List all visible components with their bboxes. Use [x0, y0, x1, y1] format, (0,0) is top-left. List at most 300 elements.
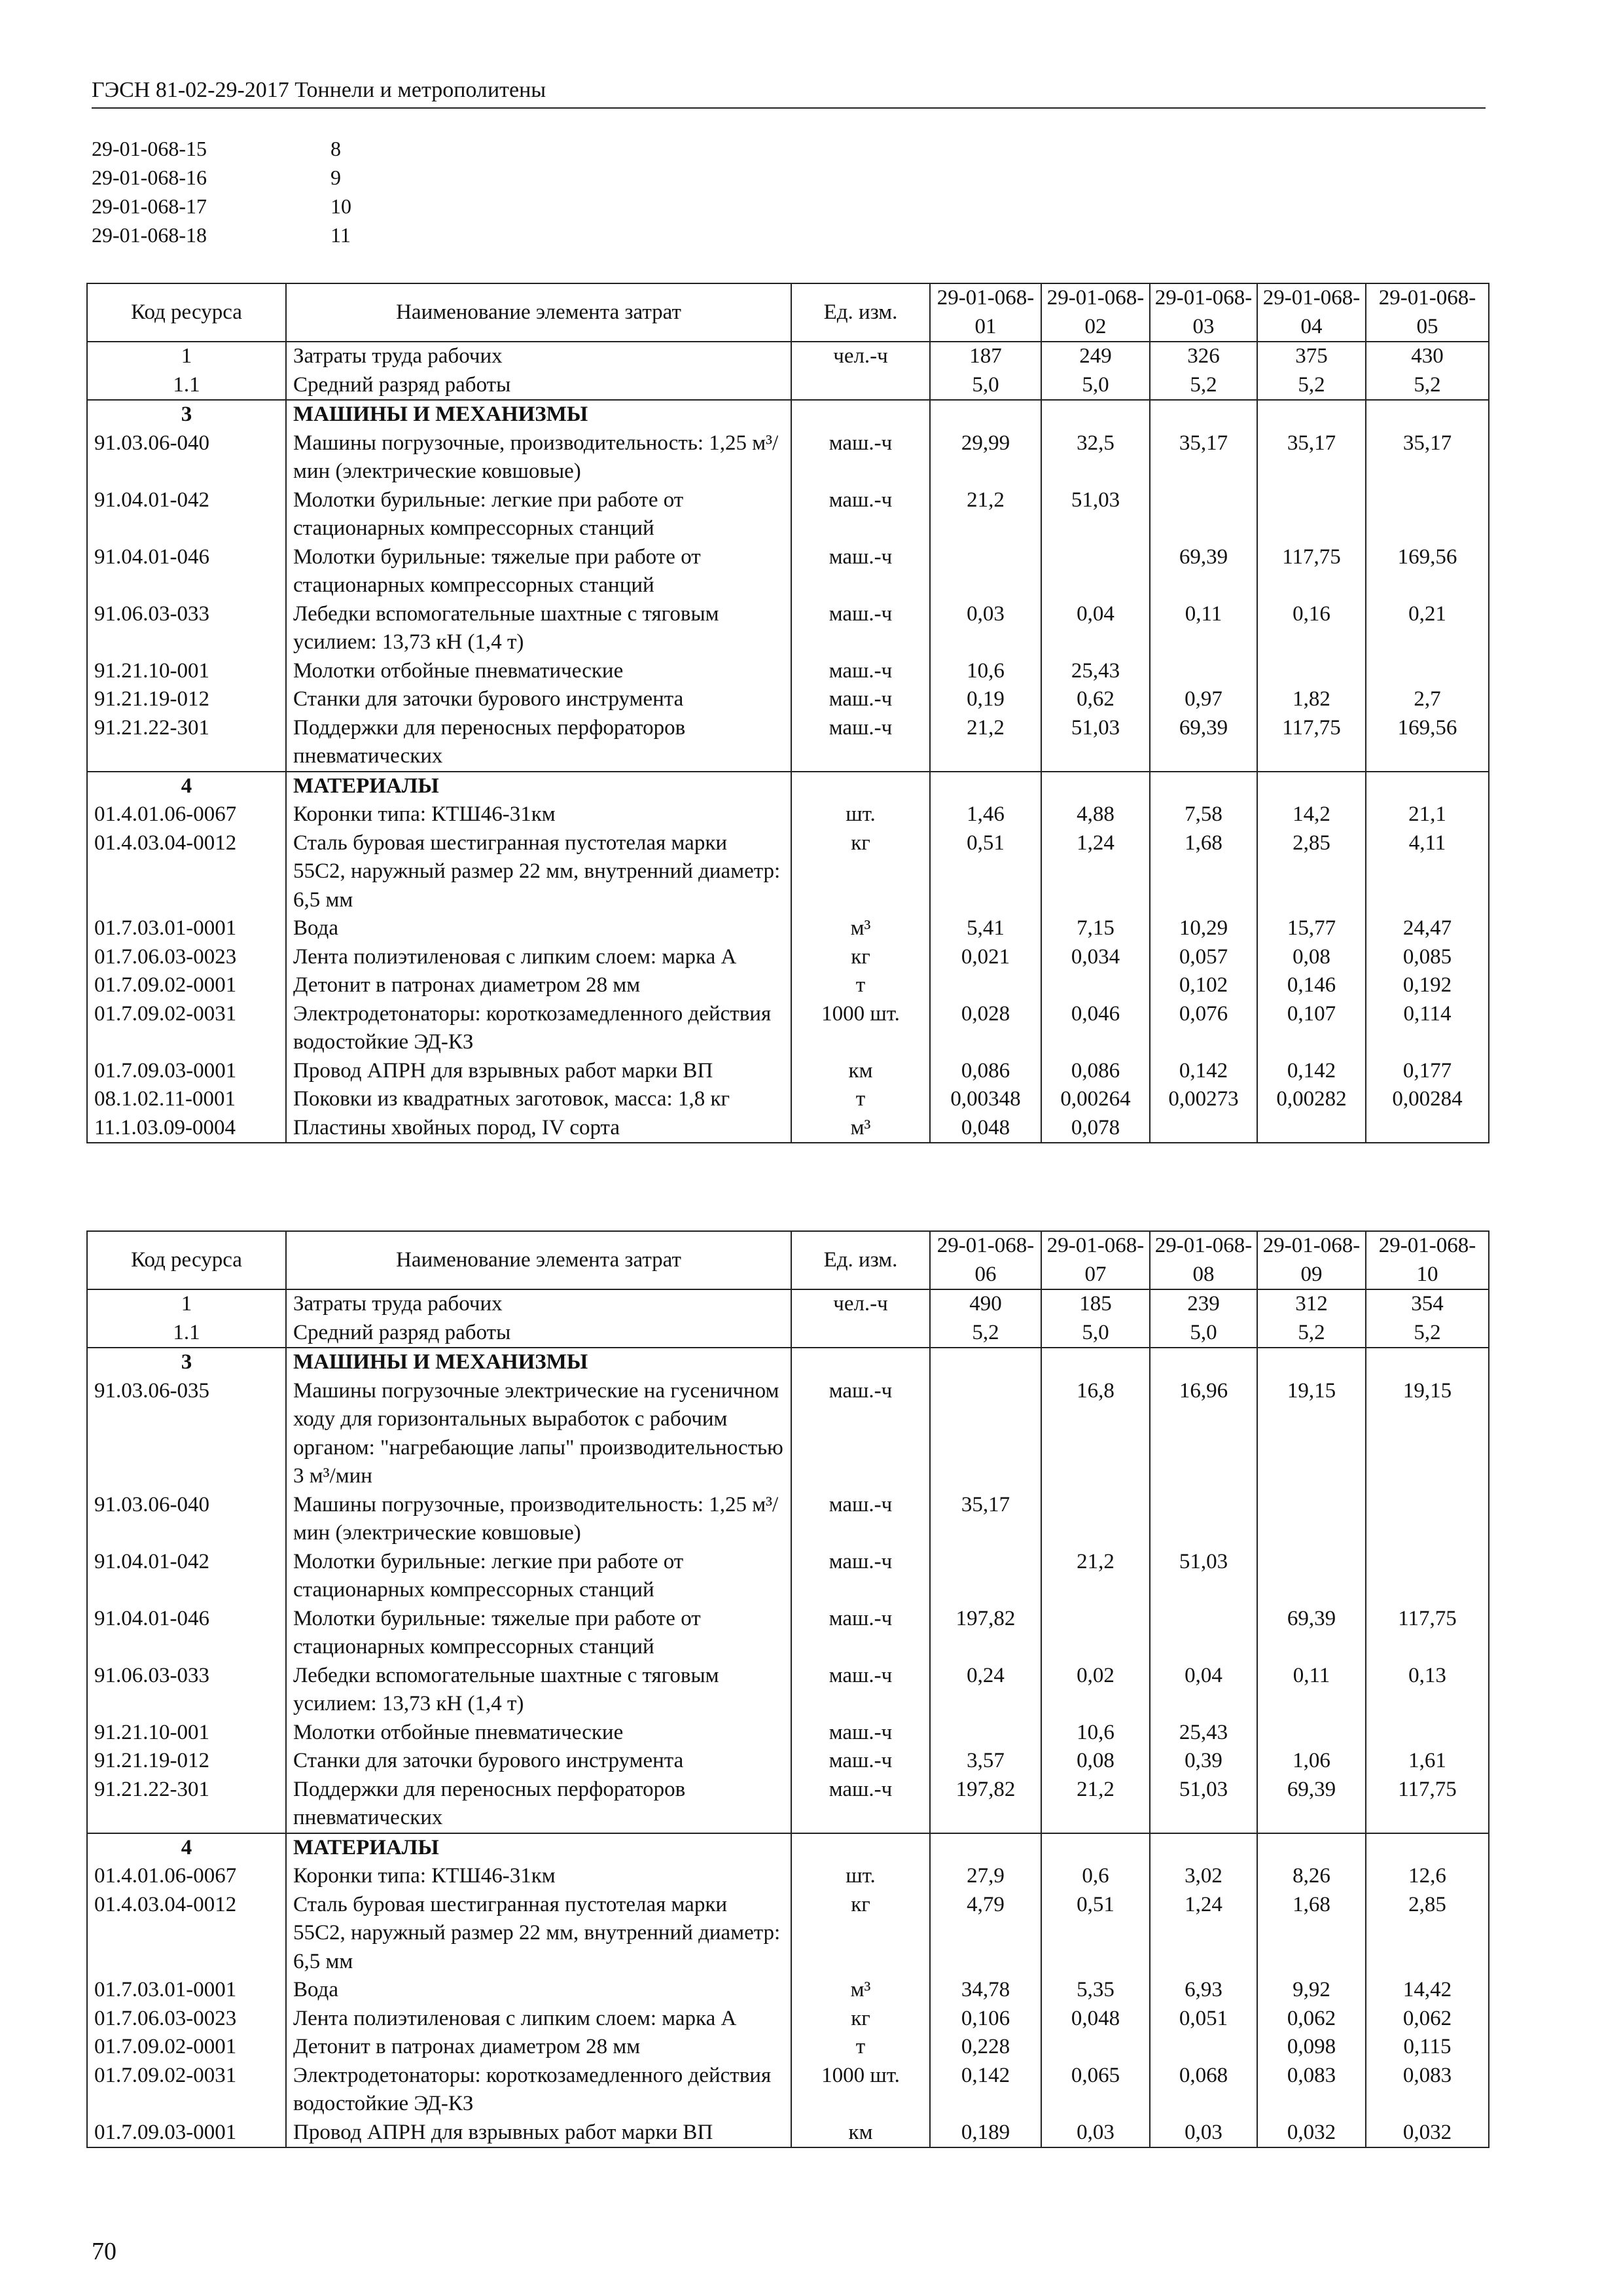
value-cell: [930, 543, 1041, 600]
value-cell: 0,00348: [930, 1085, 1041, 1114]
value-cell: 5,2: [930, 1319, 1041, 1348]
resource-code-cell: 91.21.10-001: [87, 657, 286, 686]
unit-cell: т: [791, 2033, 930, 2062]
table-row: [87, 543, 1489, 600]
intro-code: 29-01-068-18: [92, 223, 207, 247]
value-cell: [1366, 1114, 1489, 1143]
table-row: [87, 943, 1489, 972]
resource-code-cell: 01.4.03.04-0012: [87, 829, 286, 915]
value-cell: [1257, 1833, 1366, 1863]
value-cell: 197,82: [930, 1776, 1041, 1833]
value-cell: 0,228: [930, 2033, 1041, 2062]
resource-name-cell: МАШИНЫ И МЕХАНИЗМЫ: [286, 400, 791, 429]
value-cell: 0,107: [1257, 1000, 1366, 1057]
value-cell: 0,03: [1150, 2119, 1257, 2148]
value-cell: 0,177: [1366, 1057, 1489, 1086]
value-cell: 0,051: [1150, 2005, 1257, 2034]
value-cell: [930, 1548, 1041, 1605]
table-row: [87, 1319, 1489, 1348]
table-row: [87, 2033, 1489, 2062]
value-cell: 0,51: [1041, 1891, 1150, 1977]
intro-number: 11: [330, 223, 351, 247]
resource-code-cell: 1.1: [87, 1319, 286, 1348]
table-row: [87, 1057, 1489, 1086]
resource-code-cell: 01.7.09.03-0001: [87, 2119, 286, 2148]
value-cell: [930, 1377, 1041, 1491]
value-cell: 0,19: [930, 685, 1041, 714]
intro-row: [92, 134, 351, 163]
value-cell: [1041, 772, 1150, 801]
intro-number: 8: [330, 137, 341, 160]
resource-code-cell: 01.7.06.03-0023: [87, 2005, 286, 2034]
value-cell: 0,078: [1041, 1114, 1150, 1143]
value-cell: 0,08: [1257, 943, 1366, 972]
resource-code-cell: 1.1: [87, 371, 286, 401]
value-cell: 1,68: [1257, 1891, 1366, 1977]
value-cell: 3,02: [1150, 1862, 1257, 1891]
unit-cell: т: [791, 971, 930, 1000]
resource-code-cell: 3: [87, 1348, 286, 1377]
unit-cell: маш.-ч: [791, 543, 930, 600]
value-cell: 25,43: [1041, 657, 1150, 686]
value-cell: [1366, 657, 1489, 686]
resource-code-cell: 91.06.03-033: [87, 600, 286, 657]
value-cell: 354: [1366, 1289, 1489, 1319]
table-row: [87, 2005, 1489, 2034]
resource-table-1: [86, 283, 1489, 1143]
value-cell: 5,2: [1366, 371, 1489, 401]
header-code: Код ресурса: [87, 283, 286, 342]
value-cell: 14,42: [1366, 1976, 1489, 2005]
table-row: [87, 400, 1489, 429]
value-cell: 1,68: [1150, 829, 1257, 915]
value-cell: 1,61: [1366, 1747, 1489, 1776]
resource-name-cell: Детонит в патронах диаметром 28 мм: [286, 2033, 791, 2062]
table-row: [87, 1348, 1489, 1377]
value-cell: 0,03: [1041, 2119, 1150, 2148]
value-cell: 12,6: [1366, 1862, 1489, 1891]
resource-name-cell: Лебедки вспомогательные шахтные с тяговым усилием: 13,73 кН (1,4 т): [286, 600, 791, 657]
intro-number: 10: [330, 194, 351, 218]
unit-cell: маш.-ч: [791, 1605, 930, 1662]
table-row: [87, 1862, 1489, 1891]
unit-cell: кг: [791, 1891, 930, 1977]
value-cell: 0,146: [1257, 971, 1366, 1000]
value-cell: 0,114: [1366, 1000, 1489, 1057]
unit-cell: кг: [791, 943, 930, 972]
resource-name-cell: Лента полиэтиленовая с липким слоем: марка А: [286, 2005, 791, 2034]
table-row: [87, 1833, 1489, 1863]
resource-name-cell: Сталь буровая шестигранная пустотелая марки 55С2, наружный размер 22 мм, внутренний диаметр: 6,5 мм: [286, 1891, 791, 1977]
value-cell: [1257, 772, 1366, 801]
value-cell: 25,43: [1150, 1719, 1257, 1748]
value-cell: 0,16: [1257, 600, 1366, 657]
value-cell: 0,086: [930, 1057, 1041, 1086]
value-cell: 117,75: [1366, 1605, 1489, 1662]
resource-code-cell: 4: [87, 1833, 286, 1863]
value-cell: [1257, 1719, 1366, 1748]
value-cell: [1257, 1348, 1366, 1377]
value-cell: 10,29: [1150, 914, 1257, 943]
unit-cell: маш.-ч: [791, 1548, 930, 1605]
resource-name-cell: Средний разряд работы: [286, 371, 791, 401]
unit-cell: маш.-ч: [791, 714, 930, 772]
value-cell: 5,0: [930, 371, 1041, 401]
header-column-1: 29-01-068-06: [930, 1231, 1041, 1289]
table-header-row: [87, 1231, 1489, 1289]
intro-row: [92, 192, 351, 221]
value-cell: [1257, 486, 1366, 543]
resource-code-cell: 91.03.06-040: [87, 1491, 286, 1548]
resource-code-cell: 3: [87, 400, 286, 429]
value-cell: [1041, 1833, 1150, 1863]
table-row: [87, 772, 1489, 801]
table-row: [87, 1891, 1489, 1977]
value-cell: 51,03: [1041, 486, 1150, 543]
unit-cell: чел.-ч: [791, 342, 930, 371]
value-cell: 5,0: [1041, 371, 1150, 401]
table-row: [87, 1662, 1489, 1719]
table-row: [87, 429, 1489, 486]
value-cell: [1366, 1719, 1489, 1748]
table-row: [87, 1747, 1489, 1776]
value-cell: 0,068: [1150, 2062, 1257, 2119]
unit-cell: [791, 1348, 930, 1377]
value-cell: 16,96: [1150, 1377, 1257, 1491]
value-cell: 5,2: [1150, 371, 1257, 401]
resource-code-cell: 1: [87, 342, 286, 371]
value-cell: 1,06: [1257, 1747, 1366, 1776]
resource-name-cell: Молотки бурильные: тяжелые при работе от стационарных компрессорных станций: [286, 1605, 791, 1662]
header-column-5: 29-01-068-05: [1366, 283, 1489, 342]
value-cell: 5,0: [1150, 1319, 1257, 1348]
table-row: [87, 1085, 1489, 1114]
unit-cell: чел.-ч: [791, 1289, 930, 1319]
value-cell: [1366, 1491, 1489, 1548]
value-cell: 0,189: [930, 2119, 1041, 2148]
value-cell: 0,065: [1041, 2062, 1150, 2119]
unit-cell: кг: [791, 2005, 930, 2034]
value-cell: 51,03: [1041, 714, 1150, 772]
value-cell: 249: [1041, 342, 1150, 371]
value-cell: 0,00273: [1150, 1085, 1257, 1114]
value-cell: 2,7: [1366, 685, 1489, 714]
resource-code-cell: 91.04.01-046: [87, 1605, 286, 1662]
value-cell: 35,17: [1257, 429, 1366, 486]
unit-cell: маш.-ч: [791, 1377, 930, 1491]
table-row: [87, 2062, 1489, 2119]
table-row: [87, 1605, 1489, 1662]
resource-name-cell: Молотки отбойные пневматические: [286, 657, 791, 686]
value-cell: 69,39: [1150, 543, 1257, 600]
value-cell: 0,51: [930, 829, 1041, 915]
resource-code-cell: 01.7.03.01-0001: [87, 914, 286, 943]
intro-code: 29-01-068-15: [92, 137, 207, 160]
header-column-2: 29-01-068-07: [1041, 1231, 1150, 1289]
resource-code-cell: 91.04.01-046: [87, 543, 286, 600]
table-row: [87, 486, 1489, 543]
value-cell: 15,77: [1257, 914, 1366, 943]
value-cell: 24,47: [1366, 914, 1489, 943]
table-row: [87, 800, 1489, 829]
value-cell: [1041, 1605, 1150, 1662]
value-cell: 0,142: [930, 2062, 1041, 2119]
unit-cell: маш.-ч: [791, 486, 930, 543]
value-cell: 0,6: [1041, 1862, 1150, 1891]
intro-code-list: [92, 134, 351, 249]
unit-cell: кг: [791, 829, 930, 915]
table-row: [87, 371, 1489, 401]
value-cell: 0,062: [1257, 2005, 1366, 2034]
value-cell: [1150, 772, 1257, 801]
value-cell: 69,39: [1150, 714, 1257, 772]
value-cell: [1257, 1114, 1366, 1143]
resource-name-cell: Лебедки вспомогательные шахтные с тяговым усилием: 13,73 кН (1,4 т): [286, 1662, 791, 1719]
resource-name-cell: Пластины хвойных пород, IV сорта: [286, 1114, 791, 1143]
unit-cell: маш.-ч: [791, 685, 930, 714]
value-cell: 117,75: [1257, 714, 1366, 772]
value-cell: 10,6: [930, 657, 1041, 686]
value-cell: 8,26: [1257, 1862, 1366, 1891]
resource-code-cell: 91.03.06-040: [87, 429, 286, 486]
unit-cell: км: [791, 1057, 930, 1086]
value-cell: 0,085: [1366, 943, 1489, 972]
header-column-4: 29-01-068-09: [1257, 1231, 1366, 1289]
value-cell: 69,39: [1257, 1605, 1366, 1662]
value-cell: [1041, 1491, 1150, 1548]
resource-name-cell: Вода: [286, 914, 791, 943]
value-cell: 0,098: [1257, 2033, 1366, 2062]
value-cell: [1366, 1548, 1489, 1605]
unit-cell: км: [791, 2119, 930, 2148]
resource-code-cell: 91.21.10-001: [87, 1719, 286, 1748]
resource-code-cell: 91.21.22-301: [87, 714, 286, 772]
header-column-5: 29-01-068-10: [1366, 1231, 1489, 1289]
unit-cell: [791, 371, 930, 401]
value-cell: [930, 772, 1041, 801]
resource-name-cell: Машины погрузочные, производительность: 1,25 м³/мин (электрические ковшовые): [286, 1491, 791, 1548]
value-cell: 0,083: [1257, 2062, 1366, 2119]
header-column-2: 29-01-068-02: [1041, 283, 1150, 342]
table-row: [87, 829, 1489, 915]
value-cell: 0,106: [930, 2005, 1041, 2034]
value-cell: [1150, 1605, 1257, 1662]
value-cell: [1041, 400, 1150, 429]
value-cell: 0,62: [1041, 685, 1150, 714]
value-cell: [1150, 1348, 1257, 1377]
value-cell: 51,03: [1150, 1776, 1257, 1833]
page-number: 70: [92, 2238, 116, 2265]
table-row: [87, 1976, 1489, 2005]
value-cell: 185: [1041, 1289, 1150, 1319]
intro-row: [92, 221, 351, 249]
header-unit: Ед. изм.: [791, 1231, 930, 1289]
unit-cell: м³: [791, 914, 930, 943]
resource-code-cell: 01.7.09.02-0001: [87, 971, 286, 1000]
value-cell: 4,11: [1366, 829, 1489, 915]
resource-name-cell: Лента полиэтиленовая с липким слоем: марка А: [286, 943, 791, 972]
value-cell: 2,85: [1366, 1891, 1489, 1977]
table-row: [87, 714, 1489, 772]
value-cell: 0,13: [1366, 1662, 1489, 1719]
table-row: [87, 685, 1489, 714]
resource-name-cell: Затраты труда рабочих: [286, 342, 791, 371]
value-cell: 35,17: [1366, 429, 1489, 486]
unit-cell: [791, 772, 930, 801]
header-name: Наименование элемента затрат: [286, 1231, 791, 1289]
value-cell: 1,46: [930, 800, 1041, 829]
value-cell: 0,21: [1366, 600, 1489, 657]
resource-code-cell: 01.4.01.06-0067: [87, 800, 286, 829]
value-cell: 35,17: [1150, 429, 1257, 486]
resource-code-cell: 4: [87, 772, 286, 801]
value-cell: 21,2: [1041, 1776, 1150, 1833]
unit-cell: [791, 1833, 930, 1863]
resource-name-cell: Электродетонаторы: короткозамедленного действия водостойкие ЭД-КЗ: [286, 1000, 791, 1057]
unit-cell: м³: [791, 1976, 930, 2005]
value-cell: 0,192: [1366, 971, 1489, 1000]
value-cell: 0,021: [930, 943, 1041, 972]
value-cell: 14,2: [1257, 800, 1366, 829]
table-row: [87, 1719, 1489, 1748]
value-cell: 2,85: [1257, 829, 1366, 915]
unit-cell: маш.-ч: [791, 1662, 930, 1719]
resource-name-cell: Станки для заточки бурового инструмента: [286, 1747, 791, 1776]
header-name: Наименование элемента затрат: [286, 283, 791, 342]
intro-code: 29-01-068-16: [92, 166, 207, 189]
resource-name-cell: МАШИНЫ И МЕХАНИЗМЫ: [286, 1348, 791, 1377]
header-unit: Ед. изм.: [791, 283, 930, 342]
resource-name-cell: Провод АПРН для взрывных работ марки ВП: [286, 1057, 791, 1086]
value-cell: 21,2: [1041, 1548, 1150, 1605]
value-cell: 326: [1150, 342, 1257, 371]
value-cell: 3,57: [930, 1747, 1041, 1776]
value-cell: [930, 971, 1041, 1000]
value-cell: [1150, 1833, 1257, 1863]
resource-code-cell: 01.7.09.02-0031: [87, 1000, 286, 1057]
value-cell: 187: [930, 342, 1041, 371]
value-cell: [1366, 1833, 1489, 1863]
value-cell: 4,88: [1041, 800, 1150, 829]
resource-code-cell: 91.04.01-042: [87, 486, 286, 543]
value-cell: 117,75: [1257, 543, 1366, 600]
value-cell: 0,04: [1150, 1662, 1257, 1719]
value-cell: 0,00284: [1366, 1085, 1489, 1114]
value-cell: 0,076: [1150, 1000, 1257, 1057]
value-cell: 197,82: [930, 1605, 1041, 1662]
value-cell: [1257, 657, 1366, 686]
value-cell: 19,15: [1257, 1377, 1366, 1491]
value-cell: [930, 1719, 1041, 1748]
resource-name-cell: Молотки отбойные пневматические: [286, 1719, 791, 1748]
value-cell: 0,00264: [1041, 1085, 1150, 1114]
table-row: [87, 1289, 1489, 1319]
table-row: [87, 1548, 1489, 1605]
value-cell: 51,03: [1150, 1548, 1257, 1605]
value-cell: 5,2: [1257, 1319, 1366, 1348]
value-cell: 21,1: [1366, 800, 1489, 829]
resource-name-cell: Поковки из квадратных заготовок, масса: 1,8 кг: [286, 1085, 791, 1114]
table-row: [87, 914, 1489, 943]
value-cell: 5,0: [1041, 1319, 1150, 1348]
resource-name-cell: Вода: [286, 1976, 791, 2005]
header-code: Код ресурса: [87, 1231, 286, 1289]
resource-name-cell: Молотки бурильные: тяжелые при работе от стационарных компрессорных станций: [286, 543, 791, 600]
value-cell: 29,99: [930, 429, 1041, 486]
value-cell: 0,034: [1041, 943, 1150, 972]
resource-code-cell: 91.06.03-033: [87, 1662, 286, 1719]
table-row: [87, 342, 1489, 371]
value-cell: [930, 1348, 1041, 1377]
value-cell: 27,9: [930, 1862, 1041, 1891]
resource-name-cell: Машины погрузочные электрические на гусеничном ходу для горизонтальных выработок с рабочим органом: "нагребающие лапы" производительностью 3 м³/мин: [286, 1377, 791, 1491]
resource-name-cell: Молотки бурильные: легкие при работе от стационарных компрессорных станций: [286, 1548, 791, 1605]
header-column-3: 29-01-068-03: [1150, 283, 1257, 342]
header-column-3: 29-01-068-08: [1150, 1231, 1257, 1289]
value-cell: 0,046: [1041, 1000, 1150, 1057]
value-cell: 35,17: [930, 1491, 1041, 1548]
resource-name-cell: Провод АПРН для взрывных работ марки ВП: [286, 2119, 791, 2148]
resource-code-cell: 01.7.09.02-0031: [87, 2062, 286, 2119]
value-cell: 1,82: [1257, 685, 1366, 714]
value-cell: [1150, 400, 1257, 429]
value-cell: [1150, 1491, 1257, 1548]
value-cell: [1366, 486, 1489, 543]
unit-cell: маш.-ч: [791, 600, 930, 657]
value-cell: [930, 400, 1041, 429]
value-cell: 0,142: [1257, 1057, 1366, 1086]
value-cell: 21,2: [930, 714, 1041, 772]
value-cell: 9,92: [1257, 1976, 1366, 2005]
value-cell: [1150, 2033, 1257, 2062]
resource-name-cell: Коронки типа: КТШ46-31км: [286, 800, 791, 829]
value-cell: [1257, 1548, 1366, 1605]
table-header-row: [87, 283, 1489, 342]
table-row: [87, 600, 1489, 657]
resource-name-cell: Молотки бурильные: легкие при работе от стационарных компрессорных станций: [286, 486, 791, 543]
resource-name-cell: Поддержки для переносных перфораторов пневматических: [286, 1776, 791, 1833]
value-cell: 1,24: [1150, 1891, 1257, 1977]
resource-code-cell: 91.21.19-012: [87, 1747, 286, 1776]
unit-cell: маш.-ч: [791, 1747, 930, 1776]
value-cell: 0,032: [1366, 2119, 1489, 2148]
value-cell: 5,2: [1257, 371, 1366, 401]
unit-cell: маш.-ч: [791, 429, 930, 486]
resource-code-cell: 91.03.06-035: [87, 1377, 286, 1491]
value-cell: 0,97: [1150, 685, 1257, 714]
unit-cell: т: [791, 1085, 930, 1114]
value-cell: 0,142: [1150, 1057, 1257, 1086]
value-cell: [1150, 486, 1257, 543]
table-row: [87, 2119, 1489, 2148]
document-title: ГЭСН 81-02-29-2017 Тоннели и метрополитены: [92, 78, 546, 102]
value-cell: 32,5: [1041, 429, 1150, 486]
value-cell: 169,56: [1366, 714, 1489, 772]
value-cell: 0,062: [1366, 2005, 1489, 2034]
value-cell: [1041, 2033, 1150, 2062]
resource-table-2: [86, 1230, 1489, 2148]
value-cell: 10,6: [1041, 1719, 1150, 1748]
unit-cell: маш.-ч: [791, 657, 930, 686]
value-cell: 0,048: [930, 1114, 1041, 1143]
table-row: [87, 657, 1489, 686]
value-cell: 0,08: [1041, 1747, 1150, 1776]
page-header: [92, 76, 1486, 109]
resource-code-cell: 11.1.03.09-0004: [87, 1114, 286, 1143]
value-cell: 19,15: [1366, 1377, 1489, 1491]
unit-cell: маш.-ч: [791, 1491, 930, 1548]
resource-code-cell: 01.7.09.03-0001: [87, 1057, 286, 1086]
